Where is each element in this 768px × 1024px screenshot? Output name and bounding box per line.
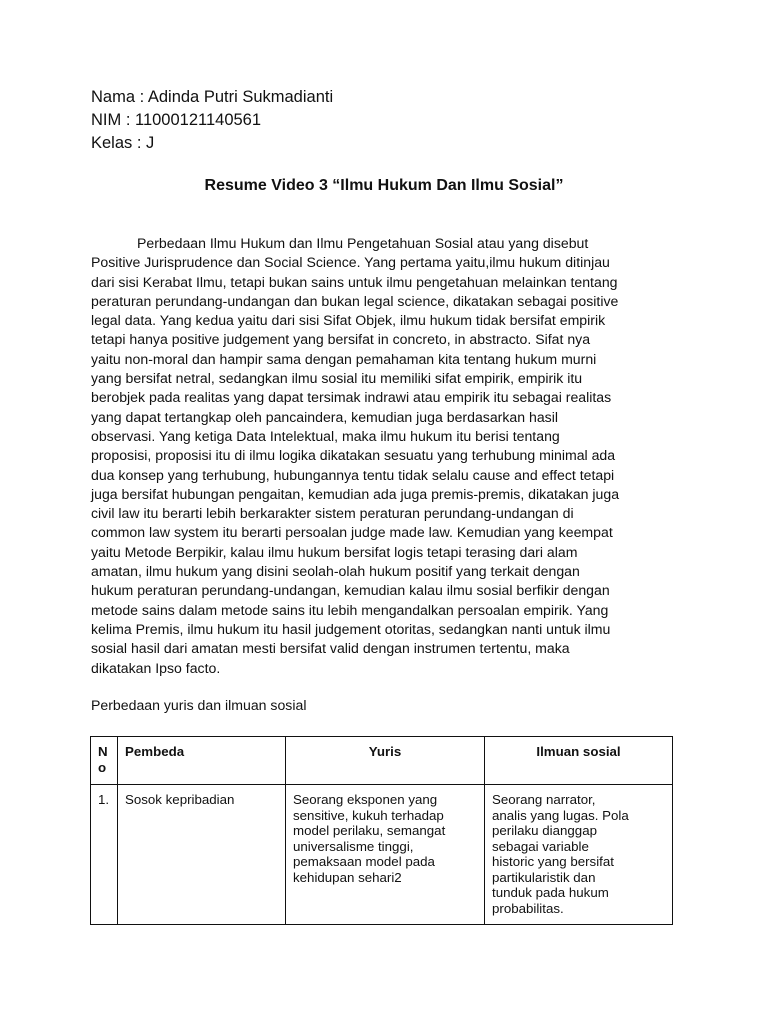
- paragraph-line: metode sains dalam metode sains itu lebih mengandalkan persoalan empirik. Yang: [91, 601, 609, 618]
- row-yuris: [286, 785, 485, 925]
- paragraph-line: peraturan perundang-undangan dan bukan legal science, dikatakan sebagai positive: [91, 292, 619, 309]
- column-header-ilmuan-sosial: Ilmuan sosial: [485, 737, 673, 785]
- paragraph-line: yaitu Metode Berpikir, kalau ilmu hukum bersifat logis tetapi terasing dari alam: [91, 543, 578, 560]
- paragraph-line: hukum peraturan perundang-undangan, kemudian kalau ilmu sosial berfikir dengan: [91, 582, 610, 599]
- student-name: Nama : Adinda Putri Sukmadianti: [91, 88, 334, 106]
- paragraph-line: kelima Premis, ilmu hukum itu hasil judgement otoritas, sedangkan nanti untuk ilmu: [91, 620, 611, 637]
- student-identity: [91, 86, 333, 155]
- paragraph-line: Positive Jurisprudence dan Social Science. Yang pertama yaitu,ilmu hukum ditinjau: [91, 254, 610, 271]
- comparison-table: [90, 736, 673, 925]
- student-class: Kelas : J: [91, 134, 155, 152]
- document-title: Resume Video 3 “Ilmu Hukum Dan Ilmu Sosial”: [204, 177, 564, 194]
- row-ilmuan-sosial: [485, 785, 673, 925]
- cell-line: Seorang eksponen yang: [293, 792, 438, 807]
- cell-line: partikularistik dan: [492, 869, 596, 885]
- cell-line: kehidupan sehari2: [293, 869, 402, 885]
- cell-line: sensitive, kukuh terhadap: [293, 807, 444, 823]
- table-header-row: [91, 737, 673, 785]
- cell-line: universalisme tinggi,: [293, 838, 414, 854]
- cell-line: analis yang lugas. Pola: [492, 807, 629, 823]
- paragraph-line: yaitu non-moral dan hampir sama dengan pemahaman kita tentang hukum murni: [91, 350, 597, 367]
- paragraph-line: yang bersifat netral, sedangkan ilmu sosial itu memiliki sifat empirik, empirik itu: [91, 370, 583, 387]
- paragraph-line: berobjek pada realitas yang dapat tersimak indrawi atau empirik itu sebagai realitas: [91, 389, 612, 406]
- cell-line: historic yang bersifat: [492, 854, 614, 869]
- paragraph-line: yang dapat tertangkap oleh pancaindera, kemudian juga berdasarkan hasil: [91, 408, 558, 425]
- column-header-no: N o: [91, 737, 118, 785]
- paragraph-line: tetapi hanya positive judgement yang bersifat in concreto, in abstracto. Sifat nya: [91, 331, 591, 348]
- table-row: [91, 785, 673, 925]
- cell-line: probabilitas.: [492, 900, 564, 916]
- paragraph-line: legal data. Yang kedua yaitu dari sisi Sifat Objek, ilmu hukum tidak bersifat empirik: [91, 312, 606, 329]
- paragraph-line: observasi. Yang ketiga Data Intelektual, maka ilmu hukum itu berisi tentang: [91, 427, 560, 444]
- row-number: 1.: [91, 785, 118, 925]
- paragraph-line: dikatakan Ipso facto.: [91, 659, 221, 676]
- paragraph-line: Perbedaan Ilmu Hukum dan Ilmu Pengetahuan Sosial atau yang disebut: [137, 235, 589, 251]
- paragraph-line: civil law itu berarti lebih berkarakter sistem peraturan perundang-undangan di: [91, 505, 574, 522]
- cell-line: perilaku dianggap: [492, 823, 597, 838]
- paragraph-line: dari sisi Kerabat Ilmu, tetapi bukan sains untuk ilmu pengetahuan melainkan tentang: [91, 273, 618, 290]
- table-heading: Perbedaan yuris dan ilmuan sosial: [91, 697, 307, 713]
- cell-line: sebagai variable: [492, 838, 589, 854]
- cell-line: pemaksaan model pada: [293, 854, 435, 869]
- paragraph-line: dua konsep yang terhubung, hubungannya tentu tidak selalu cause and effect tetapi: [91, 466, 615, 483]
- resume-paragraph: [91, 234, 681, 678]
- column-header-yuris: Yuris: [286, 737, 485, 785]
- row-pembeda: Sosok kepribadian: [118, 785, 286, 925]
- paragraph-line: common law system itu berarti persoalan judge made law. Kemudian yang keempat: [91, 524, 613, 541]
- paragraph-line: amatan, ilmu hukum yang disini seolah-olah hukum positif yang terkait dengan: [91, 563, 580, 580]
- paragraph-line: sosial hasil dari amatan mesti bersifat valid dengan instrumen tertentu, maka: [91, 640, 570, 657]
- column-header-pembeda: Pembeda: [118, 737, 286, 785]
- cell-line: Seorang narrator,: [492, 792, 596, 807]
- paragraph-line: proposisi, proposisi itu di ilmu logika dikatakan sesuatu yang terhubung minimal ada: [91, 447, 616, 464]
- cell-line: model perilaku, semangat: [293, 823, 446, 838]
- paragraph-line: juga bersifat hubungan pengaitan, kemudian ada juga premis-premis, dikatakan juga: [91, 485, 620, 502]
- student-nim: NIM : 11000121140561: [91, 111, 262, 129]
- cell-line: tunduk pada hukum: [492, 885, 609, 900]
